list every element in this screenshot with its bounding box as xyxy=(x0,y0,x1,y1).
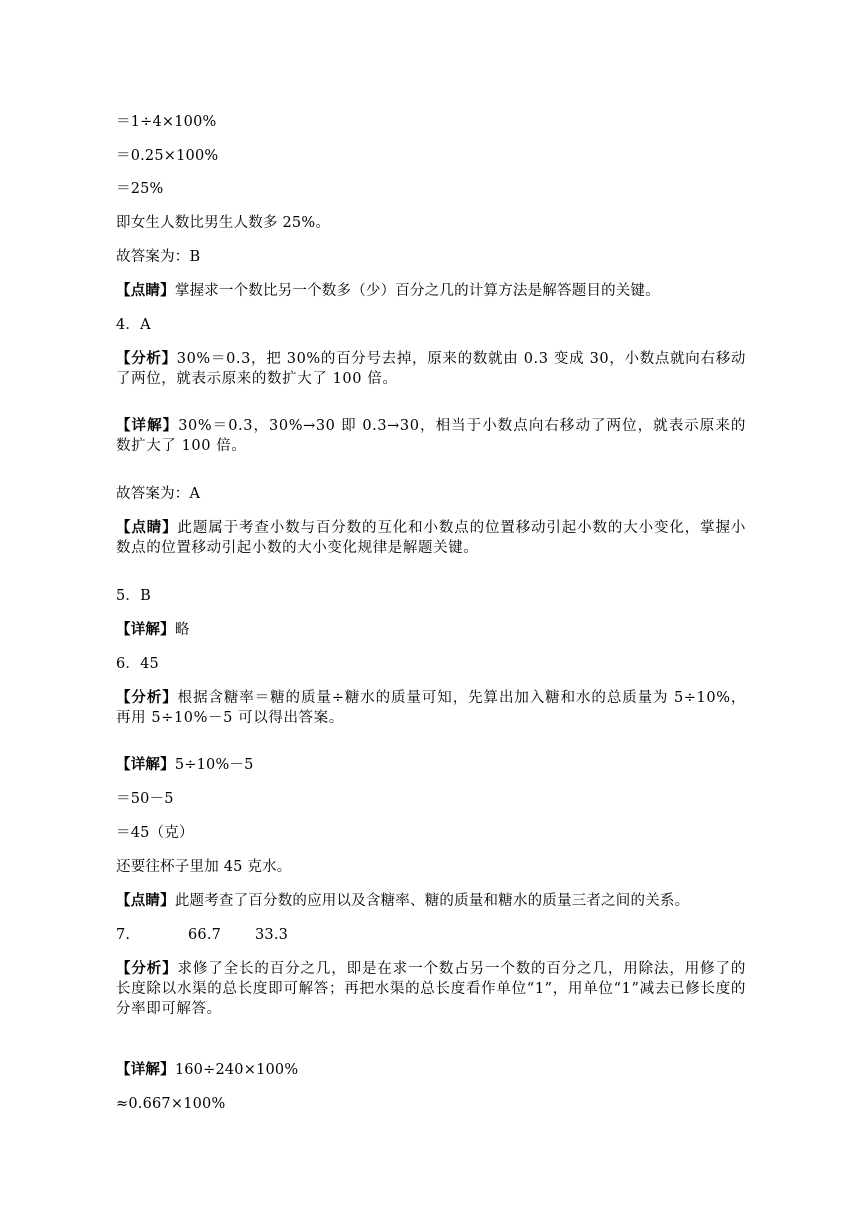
equation-line: ＝1÷4×100% xyxy=(116,114,217,130)
equation-line: ＝45（克） xyxy=(116,825,194,841)
note-paragraph: 【点睛】此题考查了百分数的应用以及含糖率、糖的质量和糖水的质量三者之间的关系。 xyxy=(116,892,690,909)
equation-line: ＝0.25×100% xyxy=(116,148,219,164)
conclusion-line: 即女生人数比男生人数多 25%。 xyxy=(116,215,331,231)
solution-paragraph: 【详解】略 xyxy=(116,621,190,638)
analysis-paragraph: 【分析】求修了全长的百分之几，即是在求一个数占另一个数的百分之几，用除法，用修了的长度除以水渠的总长度即可解答；再把水渠的总长度看作单位“1”，用单位“1”减去已修长度的分率即可解答。 xyxy=(116,960,746,1017)
question-number: 4．A xyxy=(116,317,151,333)
note-paragraph: 【点睛】此题属于考查小数与百分数的互化和小数点的位置移动引起小数的大小变化，掌握小数点的位置移动引起小数的大小变化规律是解题关键。 xyxy=(116,519,746,556)
equation-line: ＝50－5 xyxy=(116,791,174,807)
solution-paragraph: 【详解】160÷240×100% xyxy=(116,1061,299,1078)
answer-line: 故答案为：A xyxy=(116,486,201,502)
solution-paragraph: 【详解】30%＝0.3，30%→30 即 0.3→30，相当于小数点向右移动了两位，就表示原来的数扩大了 100 倍。 xyxy=(116,417,746,454)
question-number: 6．45 xyxy=(116,656,159,672)
question-answers: 7. 66.7 33.3 xyxy=(116,927,289,943)
equation-line: ≈0.667×100% xyxy=(116,1096,226,1112)
solution-paragraph: 【详解】5÷10%－5 xyxy=(116,756,254,773)
analysis-paragraph: 【分析】30%＝0.3，把 30%的百分号去掉，原来的数就由 0.3 变成 30，小数点就向右移动了两位，就表示原来的数扩大了 100 倍。 xyxy=(116,350,746,387)
equation-line: ＝25% xyxy=(116,181,164,197)
answer-line: 故答案为：B xyxy=(116,249,201,265)
note-paragraph: 【点睛】掌握求一个数比另一个数多（少）百分之几的计算方法是解答题目的关键。 xyxy=(116,282,660,299)
conclusion-line: 还要往杯子里加 45 克水。 xyxy=(116,859,292,875)
question-number: 5．B xyxy=(116,588,151,604)
analysis-paragraph: 【分析】根据含糖率＝糖的质量÷糖水的质量可知，先算出加入糖和水的总质量为 5÷10%，再用 5÷10%－5 可以得出答案。 xyxy=(116,689,746,726)
